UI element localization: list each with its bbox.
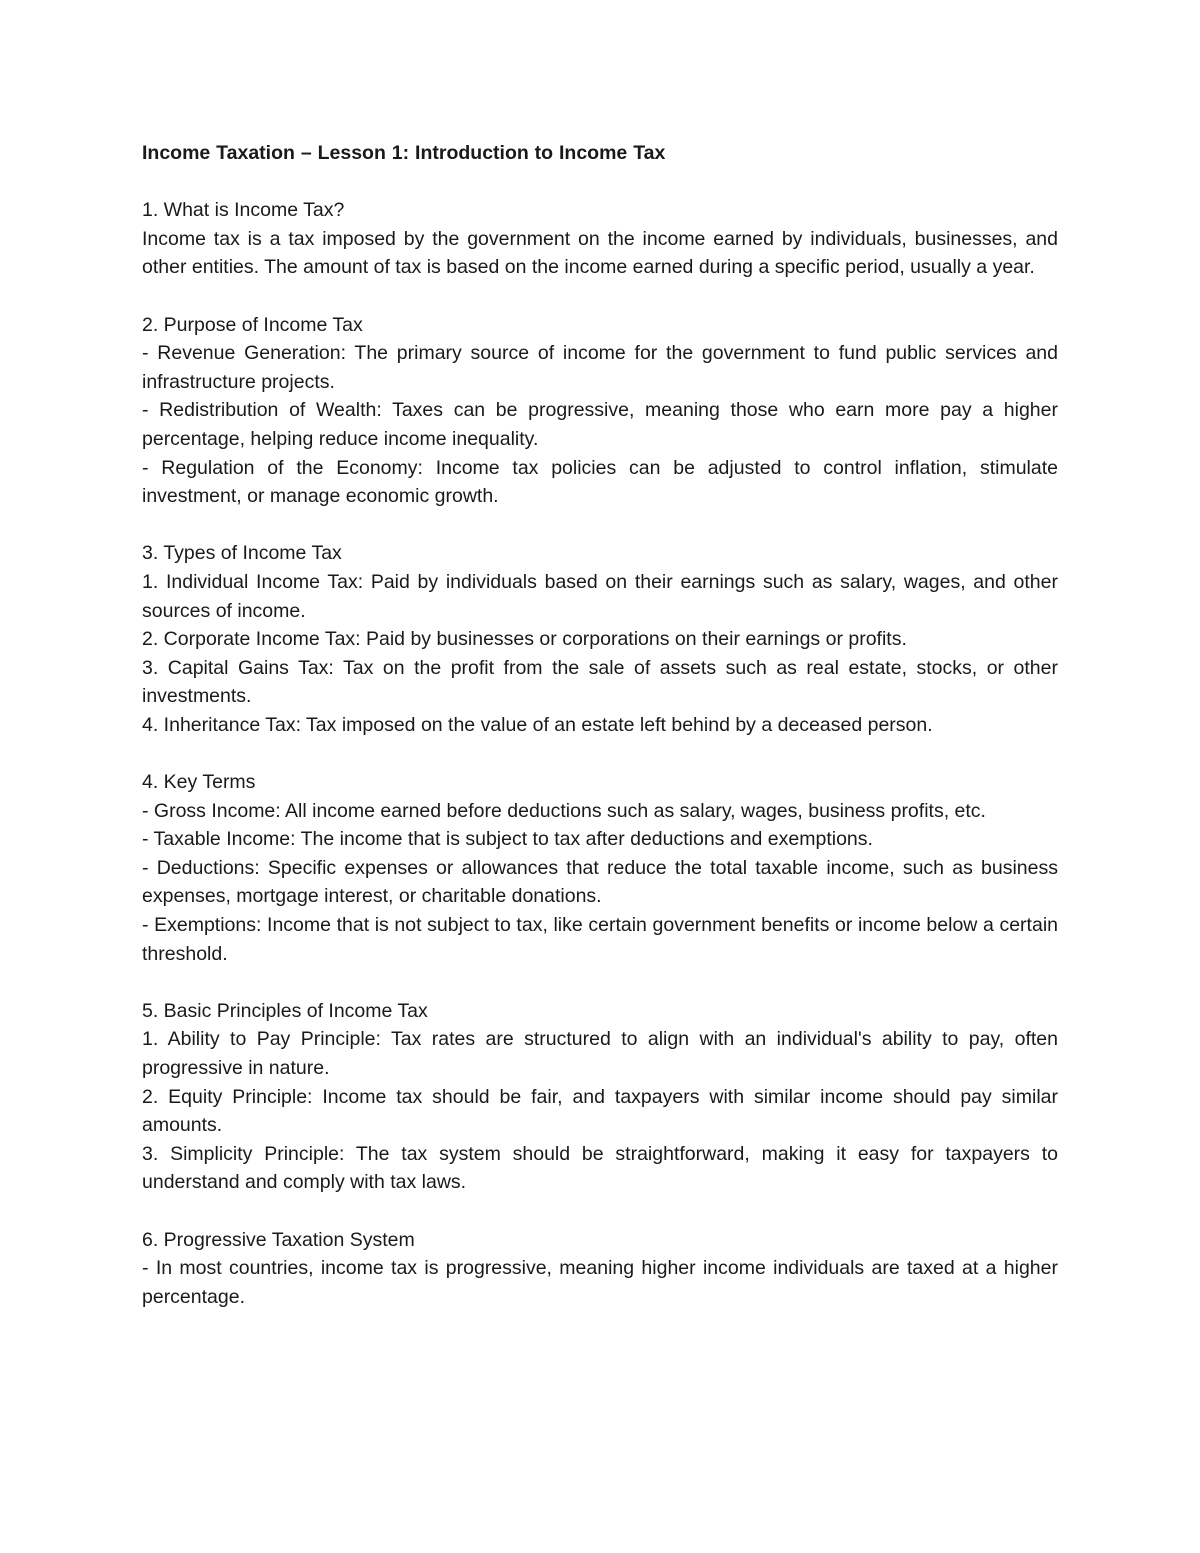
section-progressive-taxation — [142, 1226, 1058, 1312]
section-heading: 5. Basic Principles of Income Tax — [142, 999, 428, 1022]
section-heading: 3. Types of Income Tax — [142, 542, 342, 565]
list-item: 2. Equity Principle: Income tax should be fair, and taxpayers with similar income should pay similar amounts. — [142, 1085, 1058, 1137]
list-item: 1. Individual Income Tax: Paid by individuals based on their earnings such as salary, wages, and other sources of income. — [142, 570, 1058, 622]
document-body — [142, 139, 1058, 1340]
list-item: 4. Inheritance Tax: Tax imposed on the value of an estate left behind by a deceased person. — [142, 713, 933, 736]
list-item: 1. Ability to Pay Principle: Tax rates are structured to align with an individual's ability to pay, often progressive in nature. — [142, 1028, 1058, 1079]
list-item: - Gross Income: All income earned before deductions such as salary, wages, business profits, etc. — [142, 799, 986, 822]
list-item: - Redistribution of Wealth: Taxes can be progressive, meaning those who earn more pay a higher percentage, helping reduce income inequality. — [142, 399, 1058, 450]
section-types-of-income-tax — [142, 539, 1058, 739]
document-title: Income Taxation – Lesson 1: Introduction to Income Tax — [142, 142, 666, 164]
list-item: - Taxable Income: The income that is subject to tax after deductions and exemptions. — [142, 828, 873, 851]
list-item: - Revenue Generation: The primary source of income for the government to fund public services and infrastructure projects. — [142, 342, 1058, 393]
section-what-is-income-tax — [142, 196, 1058, 282]
section-heading: 6. Progressive Taxation System — [142, 1228, 415, 1251]
section-heading: 1. What is Income Tax? — [142, 199, 345, 222]
list-item: - Regulation of the Economy: Income tax policies can be adjusted to control inflation, stimulate investment, or manage economic growth. — [142, 456, 1058, 508]
list-item: 2. Corporate Income Tax: Paid by businesses or corporations on their earnings or profits. — [142, 628, 907, 651]
list-item: - Deductions: Specific expenses or allowances that reduce the total taxable income, such as business expenses, mortgage interest, or charitable donations. — [142, 856, 1058, 908]
list-item: 3. Simplicity Principle: The tax system should be straightforward, making it easy for taxpayers to understand and comply with tax laws. — [142, 1142, 1058, 1194]
section-basic-principles — [142, 997, 1058, 1197]
section-heading: 2. Purpose of Income Tax — [142, 313, 363, 336]
list-item: - In most countries, income tax is progressive, meaning higher income individuals are taxed at a higher percentage. — [142, 1257, 1058, 1308]
list-item: - Exemptions: Income that is not subject to tax, like certain government benefits or income below a certain threshold. — [142, 914, 1058, 965]
list-item: 3. Capital Gains Tax: Tax on the profit from the sale of assets such as real estate, stocks, or other investments. — [142, 656, 1058, 708]
section-paragraph: Income tax is a tax imposed by the government on the income earned by individuals, businesses, and other entities. The amount of tax is based on the income earned during a specific period, usually a year. — [142, 227, 1058, 279]
section-purpose-of-income-tax — [142, 311, 1058, 511]
section-heading: 4. Key Terms — [142, 771, 256, 794]
section-key-terms — [142, 768, 1058, 968]
